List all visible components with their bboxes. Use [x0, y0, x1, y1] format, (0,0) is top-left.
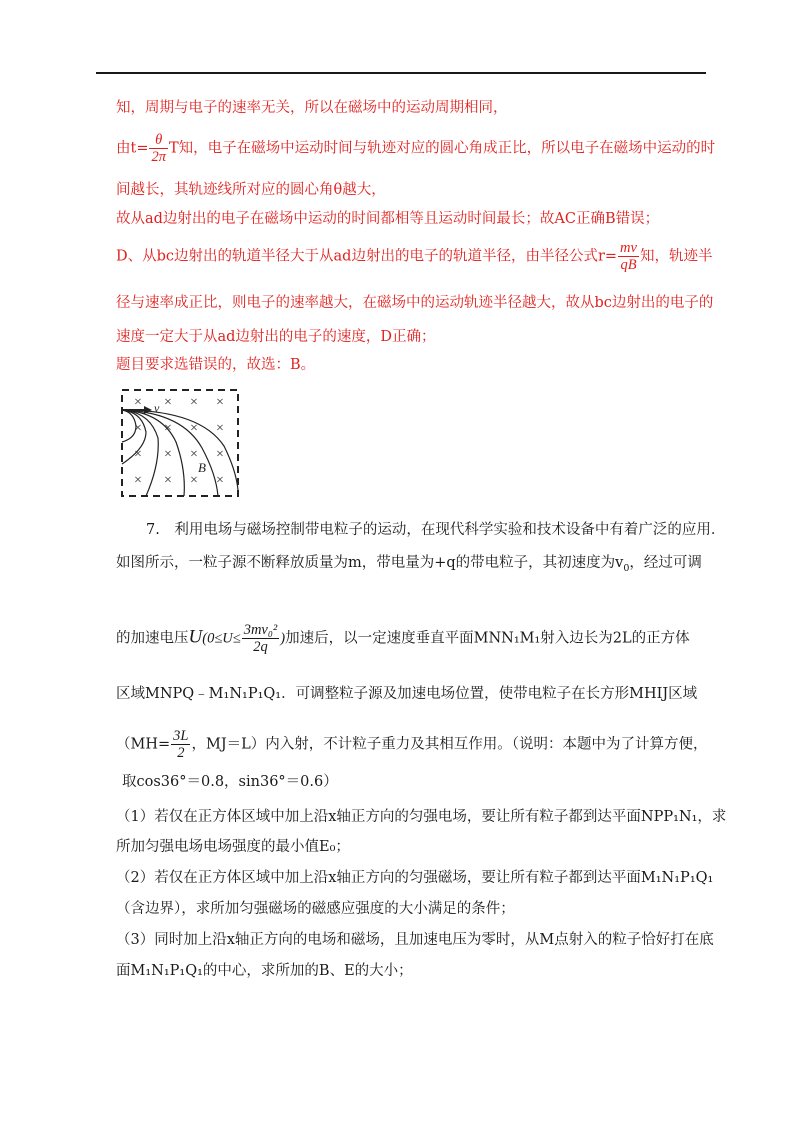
cross-mark: × — [216, 473, 224, 488]
solution-line-6: 径与速率成正比，则电子的速率越大，在磁场中的运动轨迹半径越大，故从bc边射出的电子的 — [116, 295, 714, 311]
solution-line-5 — [116, 240, 712, 273]
cross-mark: × — [134, 421, 142, 436]
fraction-denominator: qB — [620, 257, 637, 273]
problem7-line-6: 取cos36°＝0.8，sin36°＝0.6） — [122, 774, 338, 790]
question-1-line-a: （1）若仅在正方体区域中加上沿x轴正方向的匀强电场，要让所有粒子都到达平面NPP₁N₁，求 — [116, 809, 727, 825]
cross-mark: × — [216, 421, 224, 436]
cross-mark: × — [134, 473, 142, 488]
cross-mark: × — [164, 395, 172, 410]
solution-line-5-pre: D、从bc边射出的轨道半径大于从ad边射出的电子的轨道半径，由半径公式r= — [116, 248, 618, 265]
question-3-line-b: 面M₁N₁P₁Q₁的中心，求所加的B、E的大小； — [116, 963, 413, 979]
period-fraction — [149, 132, 168, 165]
magnetic-field-figure — [116, 386, 250, 502]
solution-line-2 — [116, 132, 715, 165]
fraction-denominator: 2π — [151, 149, 166, 165]
solution-line-1: 知，周期与电子的速率无关，所以在磁场中的运动周期相同， — [116, 100, 508, 116]
velocity-label: v — [154, 401, 160, 415]
solution-line-2-post: T知，电子在磁场中运动时间与轨迹对应的圆心角成正比，所以电子在磁场中运动的时 — [169, 140, 716, 157]
problem7-line-1: 7. 利用电场与磁场控制带电粒子的运动，在现代科学实验和技术设备中有着广泛的应用． — [146, 522, 726, 538]
cross-mark: × — [190, 421, 198, 436]
cross-mark: × — [164, 473, 172, 488]
solution-line-7: 速度一定大于从ad边射出的电子的速度，D正确； — [116, 329, 436, 345]
cross-mark: × — [190, 447, 198, 462]
fraction-numerator: mv — [620, 240, 637, 256]
voltage-condition: (0≤U≤ — [202, 630, 241, 647]
problem7-line-2-pre: 如图所示，一粒子源不断释放质量为m，带电量为+q的带电粒子，其初速度为v — [116, 555, 624, 571]
cross-mark: × — [134, 395, 142, 410]
question-2-line-a: （2）若仅在正方体区域中加上沿x轴正方向的匀强磁场，要让所有粒子都到达平面M₁N₁P₁Q₁ — [116, 870, 714, 886]
trajectory-arc — [122, 410, 184, 496]
cross-mark: × — [190, 473, 198, 488]
question-2-line-b: （含边界），求所加匀强磁场的磁感应强度的大小满足的条件； — [116, 901, 515, 917]
radius-fraction — [618, 240, 639, 273]
question-3-line-a: （3）同时加上沿x轴正方向的电场和磁场，且加速电压为零时，从M点射入的粒子恰好打在底 — [116, 932, 714, 948]
fraction-numerator: 3mv₀² — [243, 622, 278, 638]
problem7-line-5 — [116, 728, 708, 761]
problem7-line-2 — [116, 553, 702, 579]
problem7-line-5-pre: （MH= — [116, 736, 171, 753]
solution-line-3: 间越长，其轨迹线所对应的圆心角θ越大， — [116, 182, 386, 198]
cross-mark: × — [164, 447, 172, 462]
problem7-line-3-post: 加速后，以一定速度垂直平面MNN₁M₁射入边长为2L的正方体 — [285, 630, 690, 647]
problem7-line-4: 区域MNPQ﹣M₁N₁P₁Q₁．可调整粒子源及加速电场位置，使带电粒子在长方形MHIJ区域 — [116, 686, 698, 702]
voltage-symbol: U — [188, 626, 203, 648]
header-rule — [96, 72, 706, 74]
problem7-line-2-post: ，经过可调 — [629, 555, 702, 571]
voltage-close: ) — [280, 630, 286, 647]
solution-line-5-post: 知，轨迹半 — [639, 248, 713, 265]
problem7-line-3-pre: 的加速电压 — [116, 630, 189, 647]
cross-mark: × — [216, 447, 224, 462]
question-1-line-b: 所加匀强电场电场强度的最小值E₀； — [116, 839, 350, 855]
fraction-denominator: 2 — [177, 745, 185, 761]
cross-mark: × — [134, 447, 142, 462]
problem7-line-5-post: ，MJ＝L）内入射，不计粒子重力及其相互作用。（说明：本题中为了计算方便， — [191, 736, 708, 753]
solution-line-8: 题目要求选错误的，故选：B。 — [116, 357, 316, 373]
v0-subscript: 0 — [623, 562, 630, 574]
cross-mark: × — [190, 395, 198, 410]
problem7-line-3 — [116, 622, 690, 655]
solution-line-2-pre: 由t= — [116, 140, 149, 157]
voltage-fraction — [242, 622, 280, 655]
fraction-denominator: 2q — [253, 639, 268, 655]
fraction-numerator: 3L — [173, 728, 189, 744]
field-label: B — [198, 460, 206, 475]
cross-mark: × — [164, 421, 172, 436]
solution-line-4: 故从ad边射出的电子在磁场中运动的时间都相等且运动时间最长；故AC正确B错误； — [116, 211, 660, 227]
cross-mark: × — [216, 395, 224, 410]
fraction-numerator: θ — [149, 132, 168, 149]
mh-fraction — [171, 728, 190, 761]
